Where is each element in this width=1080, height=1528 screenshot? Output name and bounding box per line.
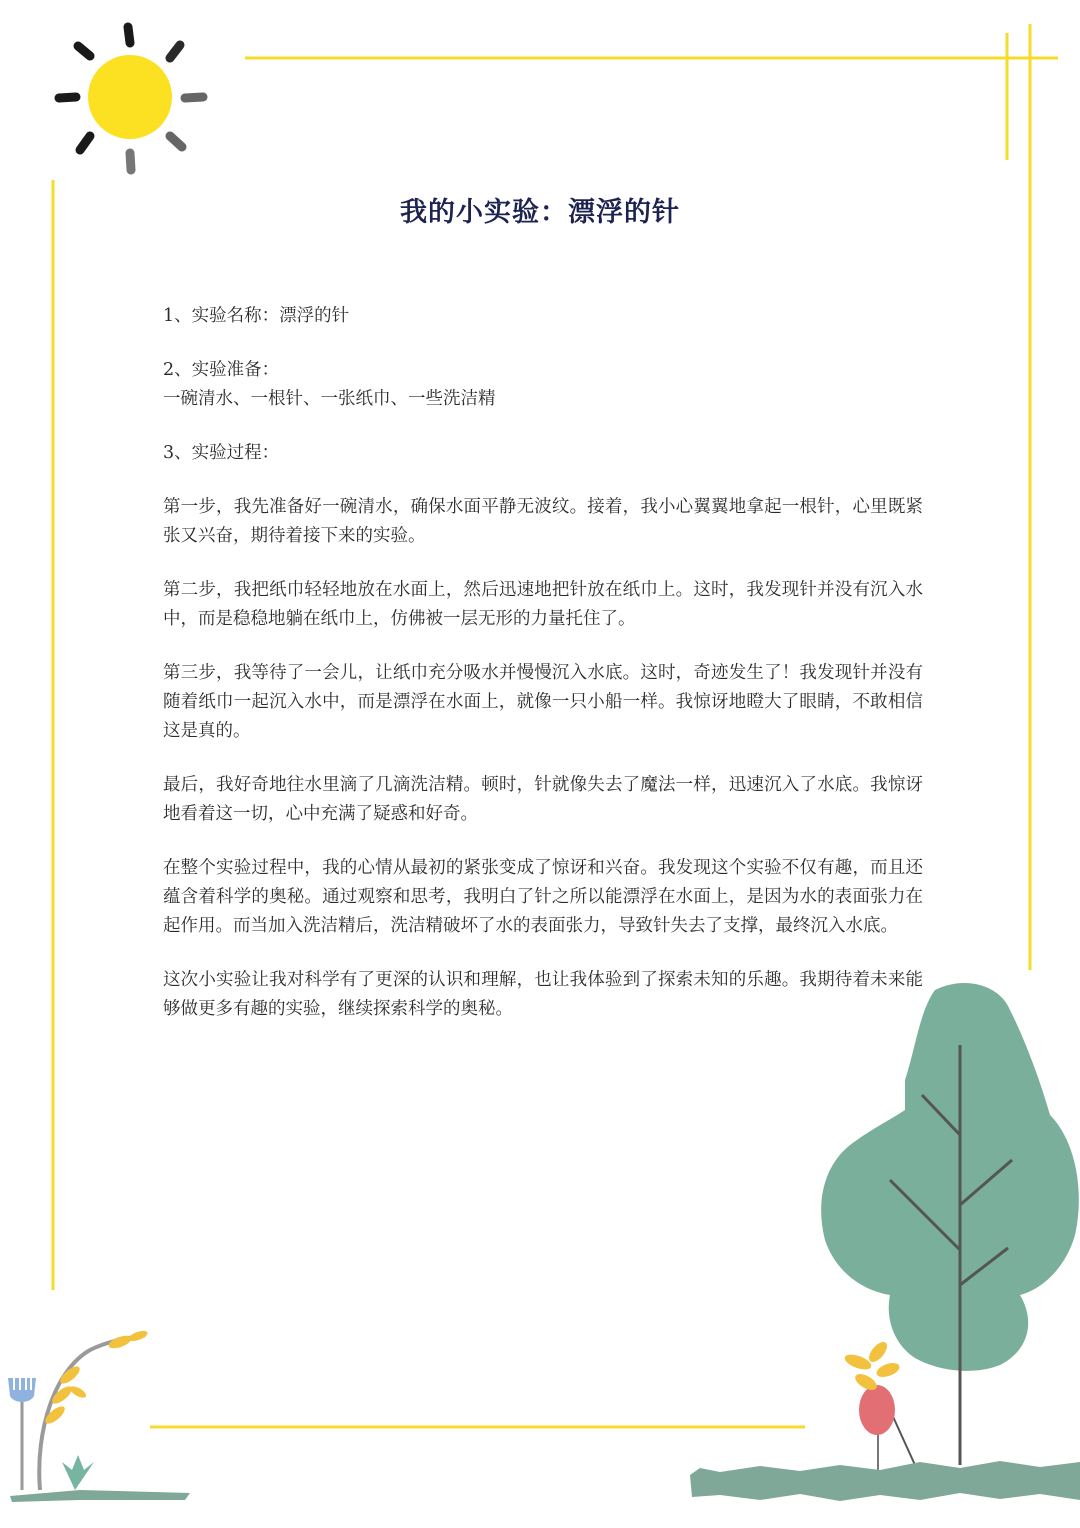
tree-icon: [821, 983, 1079, 1465]
step-paragraph: 最后，我好奇地往水里滴了几滴洗洁精。顿时，针就像失去了魔法一样，迅速沉入了水底。我惊讶地看着这一切，心中充满了疑惑和好奇。: [163, 775, 923, 824]
sun-icon: [59, 27, 203, 170]
red-flower-icon: [843, 1339, 915, 1470]
experiment-name-line: 1、实验名称：漂浮的针: [163, 306, 350, 326]
blue-flower-icon: [8, 1378, 36, 1490]
document-body: [163, 302, 923, 1049]
grass-strip: [690, 1461, 1080, 1501]
step-paragraph: 第一步，我先准备好一碗清水，确保水面平静无波纹。接着，我小心翼翼地拿起一根针，心里既紧张又兴奋，期待着接下来的实验。: [163, 497, 923, 546]
conclusion-paragraph: 这次小实验让我对科学有了更深的认识和理解，也让我体验到了探索未知的乐趣。我期待着未来能够做更多有趣的实验，继续探索科学的奥秘。: [163, 970, 923, 1019]
page-title: 我的小实验：漂浮的针: [400, 197, 680, 228]
preparation-items: 一碗清水、一根针、一张纸巾、一些洗洁精: [163, 389, 496, 409]
step-paragraph: 第二步，我把纸巾轻轻地放在水面上，然后迅速地把针放在纸巾上。这时，我发现针并没有沉入水中，而是稳稳地躺在纸巾上，仿佛被一层无形的力量托住了。: [163, 580, 923, 629]
step-paragraph: 第三步，我等待了一会儿，让纸巾充分吸水并慢慢沉入水底。这时，奇迹发生了！我发现针并没有随着纸巾一起沉入水中，而是漂浮在水面上，就像一只小船一样。我惊讶地瞪大了眼睛，不敢相信这是真的。: [163, 663, 923, 741]
preparation-heading: 2、实验准备：: [163, 360, 280, 380]
process-heading: 3、实验过程：: [163, 443, 280, 463]
wheat-plant-icon: [10, 1329, 190, 1502]
reflection-paragraph: 在整个实验过程中，我的心情从最初的紧张变成了惊讶和兴奋。我发现这个实验不仅有趣，而且还蕴含着科学的奥秘。通过观察和思考，我明白了针之所以能漂浮在水面上，是因为水的表面张力在起作用。而当加入洗洁精后，洗洁精破坏了水的表面张力，导致针失去了支撑，最终沉入水底。: [163, 858, 923, 936]
